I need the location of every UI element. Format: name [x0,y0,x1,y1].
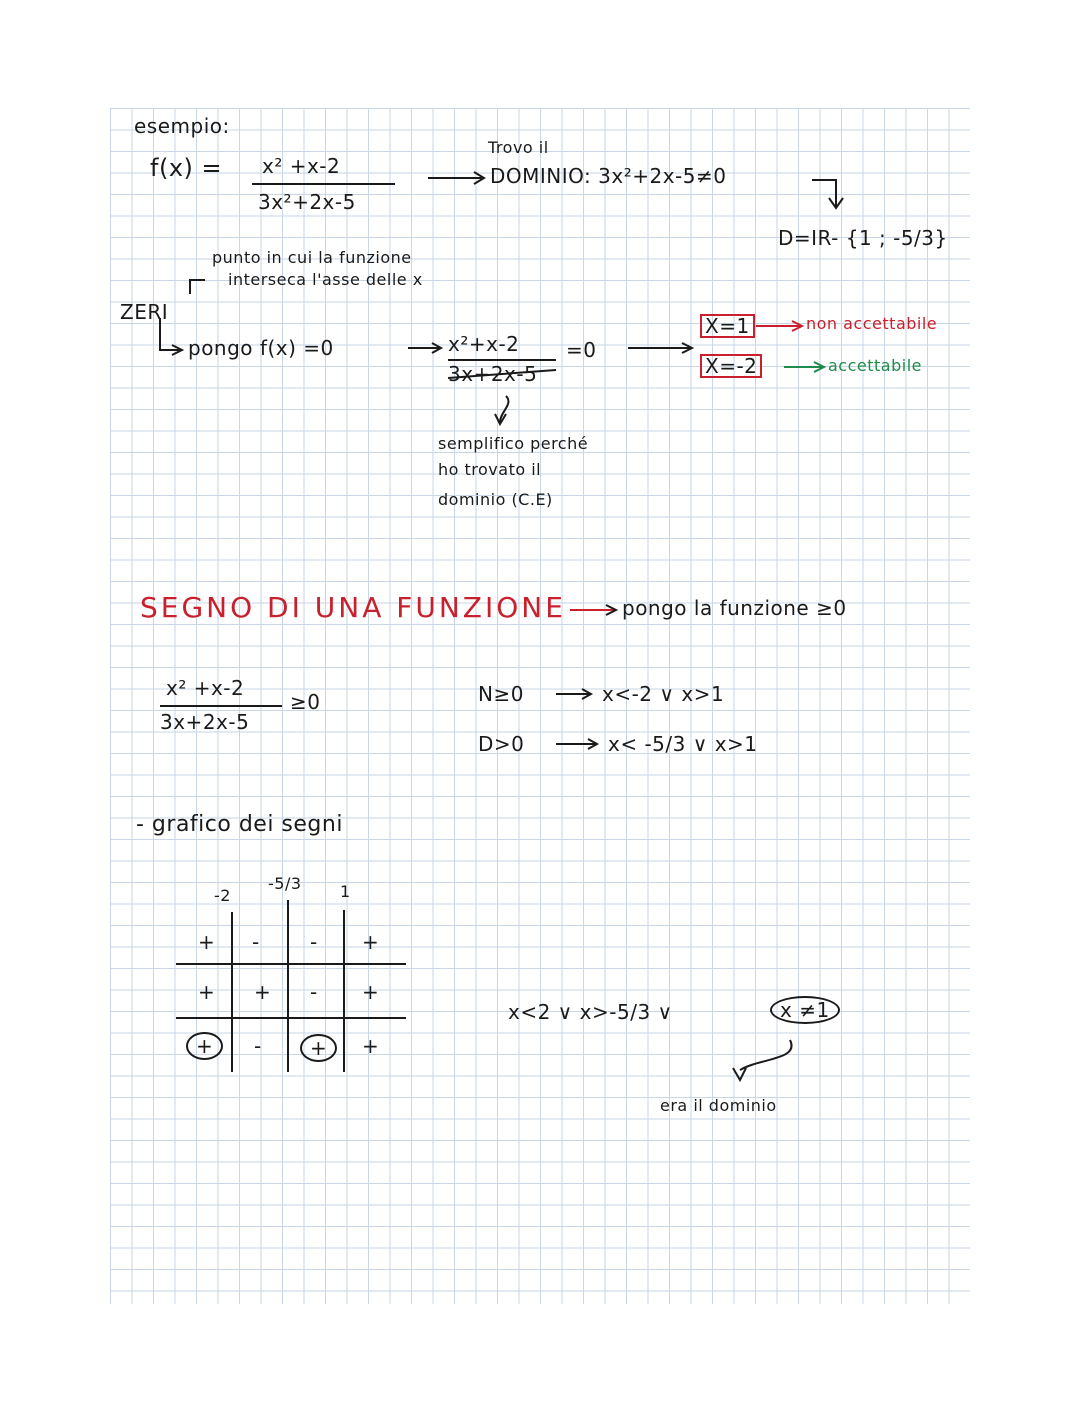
curly-arrow [740,1040,792,1070]
sign-cell: - [254,1034,262,1058]
chart-point: -2 [214,886,231,905]
d-condition: D>0 [478,732,525,756]
simplify-note-1: semplifico perché [438,434,589,453]
zeros-fraction-num: x²+x-2 [448,332,520,356]
sign-numerator: x² +x-2 [166,676,245,700]
zero-solution-1-status: non accettabile [806,314,938,333]
solution-note: era il dominio [660,1096,777,1115]
chart-point: 1 [340,882,351,901]
note-arrow [190,280,205,294]
n-solution: x<-2 ∨ x>1 [602,682,725,706]
domain-result: D=IR- {1 ; -5/3} [778,226,948,250]
sign-denominator: 3x+2x-5 [160,710,250,734]
zero-solution-2: X=-2 [700,354,762,378]
sign-cell: + [198,980,216,1004]
n-condition: N≥0 [478,682,524,706]
chart-point: -5/3 [268,874,302,893]
sign-cell: + [362,980,380,1004]
sign-cell-circled: + [300,1034,337,1062]
function-name: f(x) = [150,154,223,182]
zero-solution-1: X=1 [700,314,755,338]
d-solution: x< -5/3 ∨ x>1 [608,732,758,756]
zeros-fraction-den: 3x+2x-5 [448,362,538,386]
zeros-label: ZERI [120,300,169,324]
simplify-note-3: dominio (C.E) [438,490,553,509]
arrow-head [733,1068,746,1080]
sign-heading-note: pongo la funzione ≥0 [622,596,847,620]
sign-cell: + [198,930,216,954]
sign-inequality: ≥0 [290,690,321,714]
sign-cell: - [252,930,260,954]
domain-title-1: Trovo il [488,138,549,157]
sign-cell-circled: + [186,1032,223,1060]
zeros-equals: =0 [566,338,597,362]
function-numerator: x² +x-2 [262,154,341,178]
sign-cell: - [310,980,318,1004]
function-denominator: 3x²+2x-5 [258,190,356,214]
sign-cell: - [310,930,318,954]
zeros-note-2: interseca l'asse delle x [228,270,423,289]
sign-cell: + [362,930,380,954]
domain-title-2: DOMINIO: 3x²+2x-5≠0 [490,164,727,188]
simplify-note-2: ho trovato il [438,460,542,479]
chart-label: - grafico dei segni [136,812,343,837]
sign-cell: + [362,1034,380,1058]
zeros-note-1: punto in cui la funzione [212,248,412,267]
zeros-step: pongo f(x) =0 [188,336,334,360]
sign-heading: SEGNO DI UNA FUNZIONE [140,591,566,624]
example-label: esempio: [134,114,230,138]
solution-text: x<2 ∨ x>-5/3 ∨ [508,1000,673,1024]
sign-cell: + [254,980,272,1004]
zero-solution-2-status: accettabile [828,356,922,375]
solution-excluded: x ≠1 [770,996,840,1024]
